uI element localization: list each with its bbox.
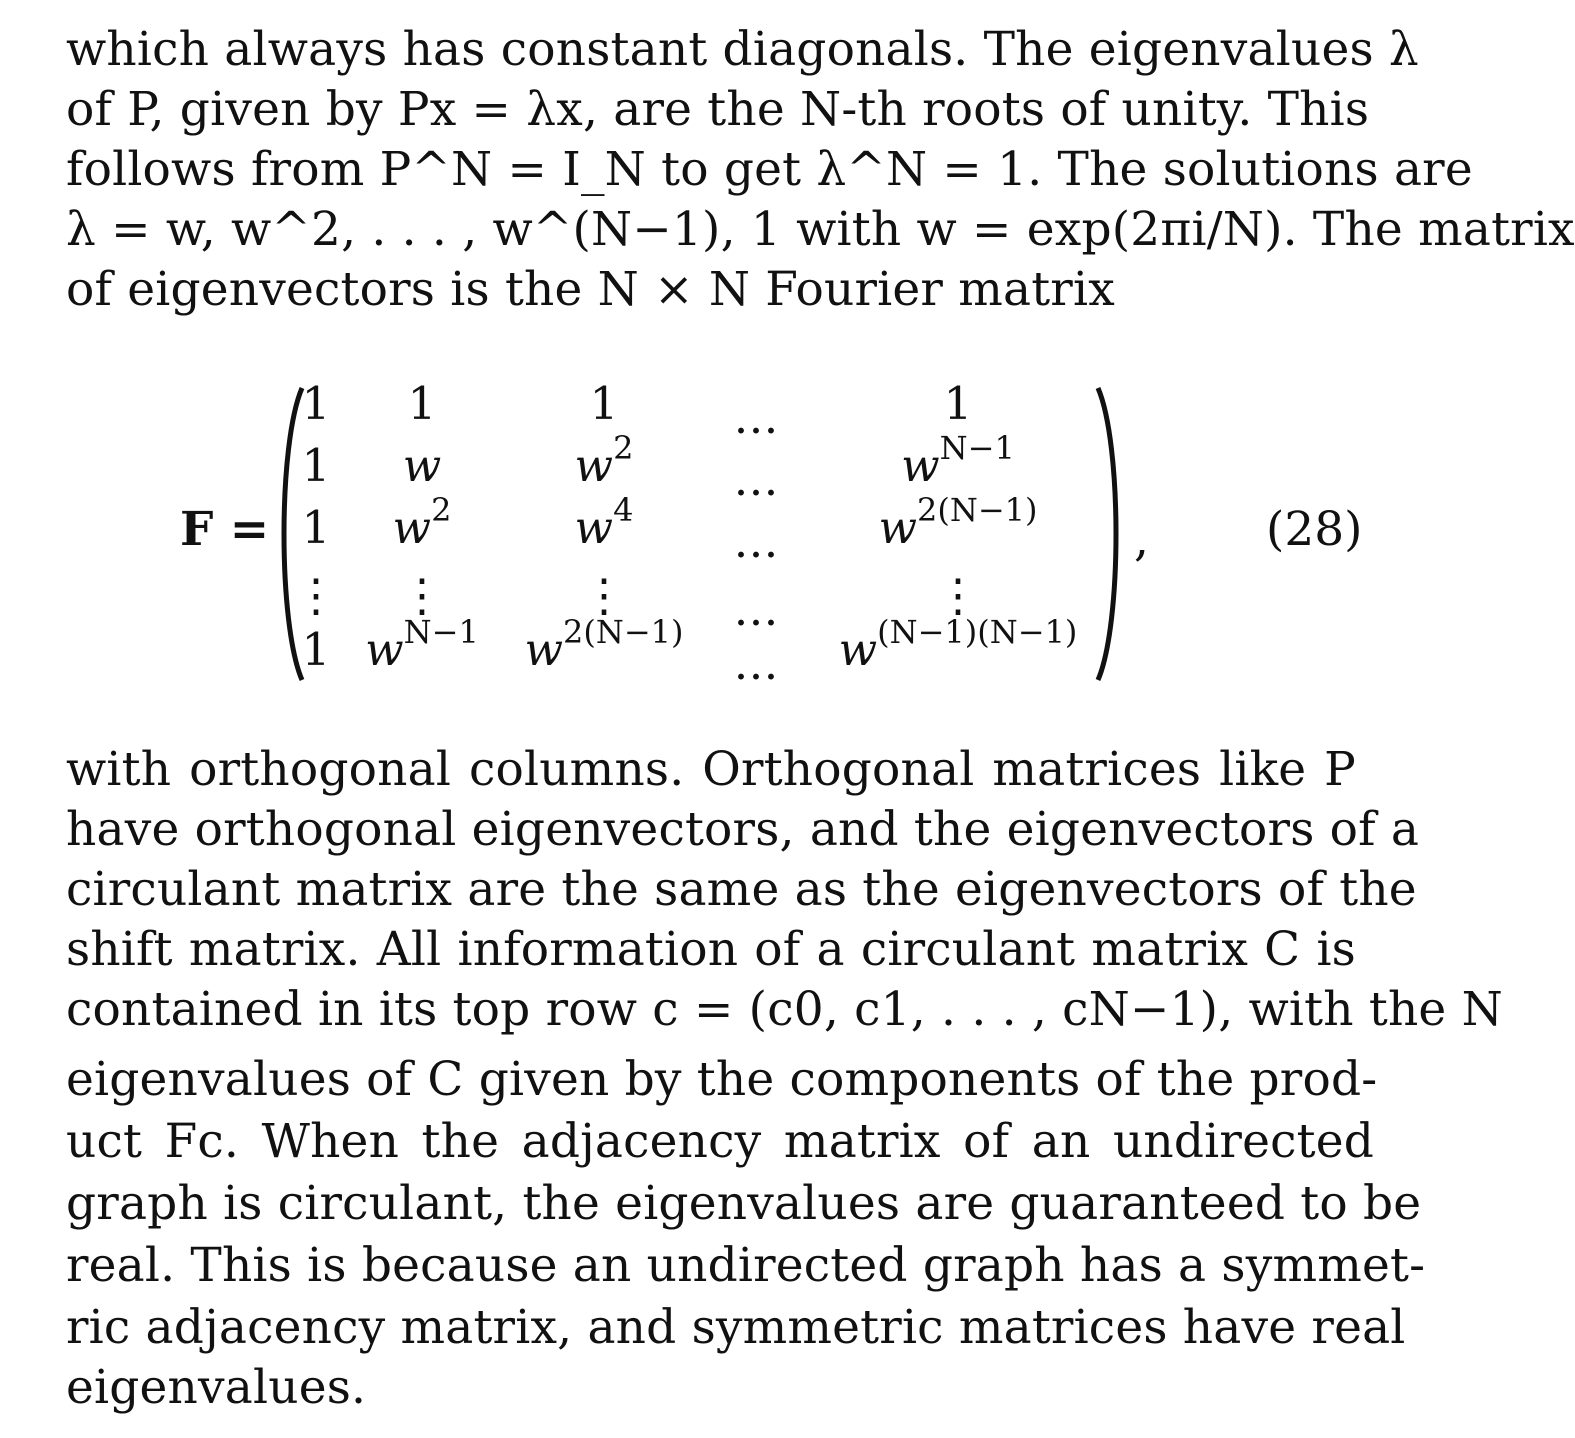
paragraph1-line-1 (66, 22, 1419, 78)
paragraph2-line-10 (66, 1300, 1406, 1356)
paragraph2-line-2 (66, 802, 1420, 858)
matrix-cell-r2-c4: … (733, 453, 779, 506)
paragraph2-line-11 (66, 1360, 1356, 1416)
matrix-cell-r3-c2: $w^2$ (392, 491, 452, 554)
matrix-cell-r5-c2: $w^{N-1}$ (365, 613, 479, 676)
line-text: circulant matrix are the same as the eigenvectors of the (66, 862, 1417, 917)
matrix-cell-r1-c2: 1 (407, 377, 437, 430)
matrix-cell-r3-c3: $w^4$ (574, 491, 634, 554)
paragraph2-line-7 (66, 1114, 1374, 1170)
line-text: shift matrix. All information of a circulant matrix C is (66, 922, 1356, 977)
paragraph1-line-5 (66, 262, 1356, 318)
line-text: uct Fc. When the adjacency matrix of an undirected (66, 1114, 1374, 1169)
matrix-cell-r5-c1: 1 (301, 623, 331, 676)
line-text: follows from P^N = I_N to get λ^N = 1. The solutions are (66, 142, 1473, 197)
line-text: eigenvalues. (66, 1360, 367, 1415)
matrix-cell-r1-c1: 1 (301, 377, 331, 430)
matrix-cell-r1-c3: 1 (589, 377, 619, 430)
matrix-cell-r4-c2: ⋮ (399, 569, 445, 622)
matrix-cell-r2-c1: 1 (301, 439, 331, 492)
paragraph2-line-8 (66, 1176, 1422, 1232)
matrix-cell-r4-c3: ⋮ (581, 569, 627, 622)
equation-lhs: F = (180, 502, 270, 557)
paragraph2-line-9 (66, 1238, 1426, 1294)
matrix-right-paren (1094, 384, 1128, 684)
matrix-cell-r4-c4: … (733, 583, 779, 636)
equation-number: (28) (1266, 502, 1363, 557)
matrix-cell-r2-c2: w (402, 439, 442, 492)
line-text: real. This is because an undirected graph has a symmet- (66, 1238, 1426, 1293)
matrix-cell-r1-c5: 1 (943, 377, 973, 430)
matrix-cell-r4-c5: ⋮ (935, 569, 981, 622)
matrix-cell-r3-c4: … (733, 515, 779, 568)
paragraph2-line-5 (66, 982, 1503, 1038)
matrix-cell-r5-c5: $w^{(N-1)(N-1)}$ (838, 613, 1078, 676)
line-text: contained in its top row c = (c0, c1, . . . , cN−1), with the N (66, 982, 1503, 1037)
line-text: of P, given by Px = λx, are the N-th roots of unity. This (66, 82, 1370, 137)
equation-trailing-comma: , (1134, 512, 1149, 567)
matrix-cell-r3-c1: 1 (301, 501, 331, 554)
matrix-cell-r5-c4: … (733, 637, 779, 690)
paragraph2-line-6 (66, 1052, 1378, 1108)
matrix-cell-r2-c3: $w^2$ (574, 429, 634, 492)
matrix-cell-r2-c5: $w^{N-1}$ (901, 429, 1015, 492)
matrix-cell-r5-c3: $w^{2(N-1)}$ (524, 613, 684, 676)
matrix-cell-r3-c5: $w^{2(N-1)}$ (878, 491, 1038, 554)
line-text: graph is circulant, the eigenvalues are guaranteed to be (66, 1176, 1422, 1231)
paragraph2-line-4 (66, 922, 1356, 978)
paragraph1-line-4 (66, 202, 1575, 258)
line-text: which always has constant diagonals. The eigenvalues λ (66, 22, 1419, 77)
line-text: have orthogonal eigenvectors, and the eigenvectors of a (66, 802, 1420, 857)
line-text: ric adjacency matrix, and symmetric matrices have real (66, 1300, 1406, 1355)
line-text: λ = w, w^2, . . . , w^(N−1), 1 with w = exp(2πi/N). The matrix (66, 202, 1575, 257)
matrix-cell-r4-c1: ⋮ (293, 569, 339, 622)
paragraph1-line-3 (66, 142, 1473, 198)
paragraph1-line-2 (66, 82, 1370, 138)
matrix-cell-r1-c4: … (733, 391, 779, 444)
line-text: of eigenvectors is the N × N Fourier matrix (66, 262, 1115, 317)
line-text: with orthogonal columns. Orthogonal matrices like P (66, 742, 1356, 797)
paragraph2-line-1 (66, 742, 1356, 798)
line-text: eigenvalues of C given by the components of the prod- (66, 1052, 1378, 1107)
paragraph2-line-3 (66, 862, 1417, 918)
